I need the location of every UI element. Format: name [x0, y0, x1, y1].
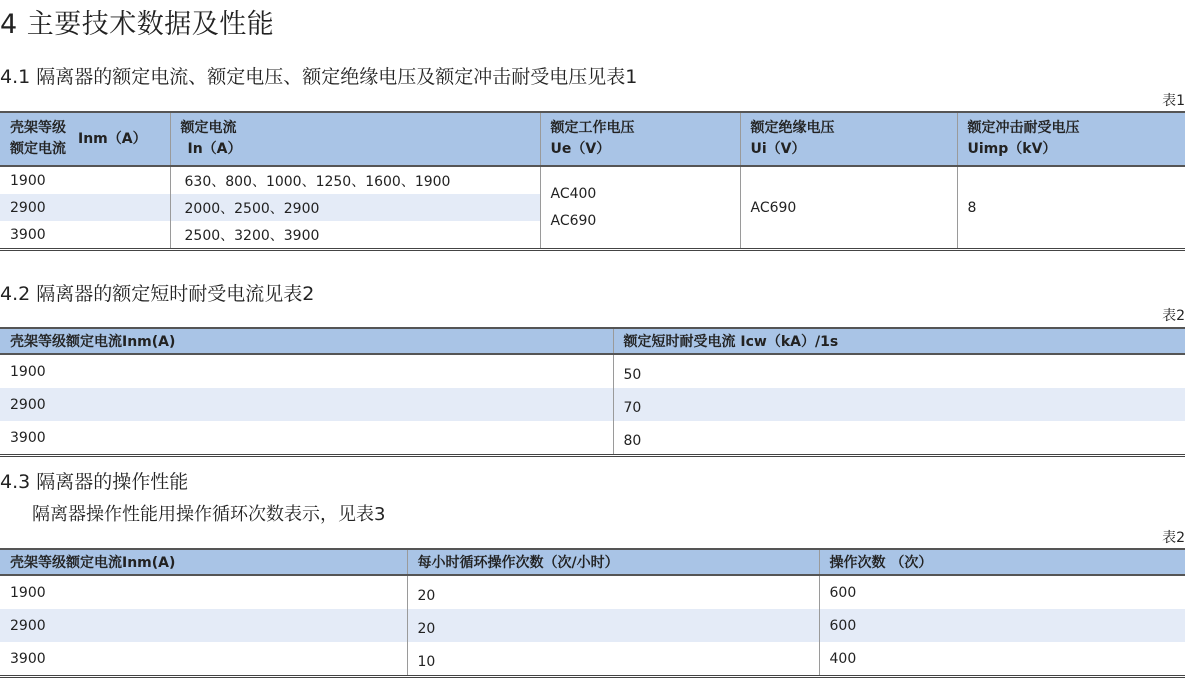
cell-ue-1: AC400	[550, 185, 597, 202]
cell-frame: 3900	[10, 429, 46, 446]
table-operation	[0, 548, 1185, 678]
col-header-frame: 壳架等级额定电流Inm(A)	[0, 549, 407, 575]
col-header-uimp-unit: Uimp（kV）	[967, 141, 1057, 157]
cell-ops: 600	[819, 575, 1185, 609]
col-header-ui-unit: Ui（V）	[750, 141, 806, 157]
col-header-uimp-label: 额定冲击耐受电压	[967, 120, 1080, 136]
section-paragraph: 隔离器操作性能用操作循环次数表示，见表3	[32, 504, 386, 525]
cell-frame: 2900	[0, 609, 407, 642]
table-row	[0, 354, 1185, 388]
section-heading-4-1: 4.1 隔离器的额定电流、额定电压、额定绝缘电压及额定冲击耐受电压见表1	[0, 66, 638, 88]
table-ratings	[0, 111, 1185, 251]
table-tag-3: 表2	[1162, 530, 1185, 546]
col-header-rated-current-unit: In（A）	[187, 141, 242, 157]
cell-cycles: 10	[407, 642, 819, 677]
cell-frame: 1900	[10, 363, 46, 380]
cell-frame: 2900	[0, 194, 170, 221]
cell-frame: 1900	[10, 172, 46, 189]
cell-ui: AC690	[740, 166, 957, 250]
col-header-rated-current	[170, 112, 540, 166]
cell-current: 630、800、1000、1250、1600、1900	[170, 166, 540, 194]
cell-current: 2500、3200、3900	[170, 221, 540, 250]
cell-frame: 3900	[10, 226, 46, 243]
table-row	[0, 642, 1185, 677]
table-row	[0, 575, 1185, 609]
col-header-frame-line1: 壳架等级	[10, 120, 66, 136]
table-tag-1: 表1	[1162, 93, 1185, 109]
cell-ops: 400	[819, 642, 1185, 677]
table-short-time	[0, 327, 1185, 457]
col-header-frame-unit: Inm（A）	[78, 130, 147, 147]
cell-ue	[540, 166, 740, 250]
col-header-frame-line2: 额定电流	[10, 141, 66, 157]
col-header-ue	[540, 112, 740, 166]
section-heading-4-2: 4.2 隔离器的额定短时耐受电流见表2	[0, 283, 315, 305]
col-header-ue-label: 额定工作电压	[550, 120, 635, 136]
col-header-frame: 壳架等级额定电流Inm(A)	[0, 328, 613, 354]
col-header-uimp	[957, 112, 1185, 166]
cell-frame: 2900	[0, 388, 613, 421]
col-header-ui-label: 额定绝缘电压	[750, 120, 835, 136]
cell-icw: 80	[613, 421, 1185, 456]
table-row	[0, 609, 1185, 642]
col-header-cycles: 每小时循环操作次数（次/小时）	[407, 549, 819, 575]
col-header-ue-unit: Ue（V）	[550, 141, 611, 157]
table-tag-2: 表2	[1162, 308, 1185, 324]
cell-frame: 1900	[10, 584, 46, 601]
cell-ops: 600	[819, 609, 1185, 642]
col-header-ui	[740, 112, 957, 166]
cell-icw: 70	[613, 388, 1185, 421]
cell-cycles: 20	[407, 609, 819, 642]
col-header-rated-current-label: 额定电流	[180, 120, 237, 136]
cell-icw: 50	[613, 354, 1185, 388]
cell-current: 2000、2500、2900	[170, 194, 540, 221]
col-header-icw: 额定短时耐受电流 Icw（kA）/1s	[613, 328, 1185, 354]
page-title: 4 主要技术数据及性能	[0, 9, 275, 40]
table-row	[0, 388, 1185, 421]
col-header-frame	[0, 112, 170, 166]
cell-ue-2: AC690	[550, 212, 597, 229]
section-heading-4-3: 4.3 隔离器的操作性能	[0, 471, 189, 493]
table-row	[0, 166, 1185, 194]
col-header-ops: 操作次数 （次）	[819, 549, 1185, 575]
cell-uimp: 8	[957, 166, 1185, 250]
table-row	[0, 421, 1185, 456]
cell-cycles: 20	[407, 575, 819, 609]
cell-frame: 3900	[10, 650, 46, 667]
